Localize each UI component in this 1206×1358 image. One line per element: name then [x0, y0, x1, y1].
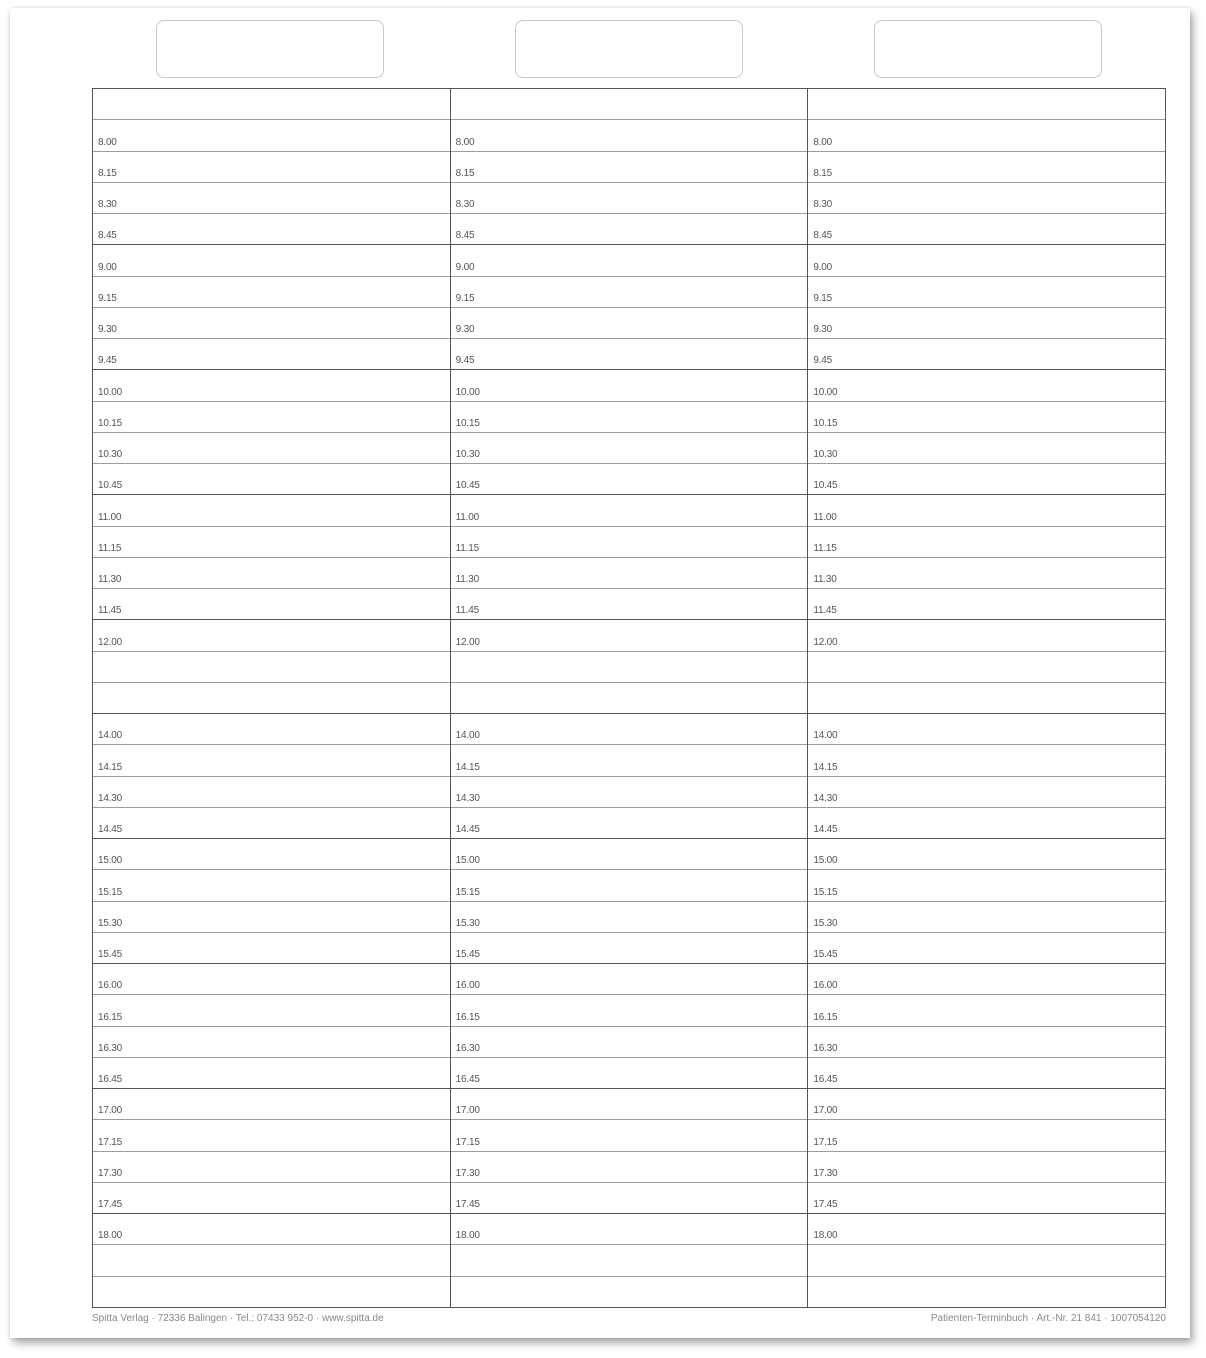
time-slot-row[interactable]: [808, 1120, 1165, 1151]
time-label: 15.00: [98, 855, 123, 867]
time-label: 16.45: [455, 1074, 480, 1085]
time-slot-row[interactable]: [93, 495, 450, 526]
time-slot-row[interactable]: [808, 433, 1165, 464]
time-label: 9.00: [455, 261, 475, 273]
time-slot-row[interactable]: [808, 777, 1165, 808]
time-slot-row[interactable]: [93, 214, 450, 245]
time-slot-row[interactable]: [93, 527, 450, 558]
time-slot-row[interactable]: [451, 1277, 808, 1307]
time-slot-row[interactable]: [451, 402, 808, 433]
time-label: 15.15: [813, 886, 838, 898]
time-label: 11.00: [98, 511, 122, 523]
time-label: 15.30: [813, 917, 838, 929]
time-label: 14.30: [813, 792, 838, 804]
time-slot-row[interactable]: [808, 495, 1165, 526]
time-label: 8.00: [813, 136, 833, 148]
time-label: 15.45: [98, 949, 123, 960]
time-slot-row[interactable]: [808, 1183, 1165, 1214]
time-label: 15.15: [455, 886, 480, 898]
time-slot-row[interactable]: [451, 839, 808, 870]
time-label: 10.15: [455, 417, 480, 429]
time-label: 11.45: [98, 605, 122, 617]
time-slot-row[interactable]: [808, 933, 1165, 964]
time-label: 8.15: [98, 167, 117, 179]
time-slot-row[interactable]: [451, 527, 808, 558]
time-label: 10.30: [813, 449, 838, 460]
time-label: 12.00: [813, 636, 838, 648]
time-label: 14.00: [98, 730, 123, 742]
time-label: 10.30: [98, 449, 123, 460]
time-label: 14.30: [98, 792, 123, 804]
time-label: 17.00: [813, 1105, 838, 1117]
time-label: 9.15: [813, 292, 833, 304]
time-slot-row[interactable]: [93, 152, 450, 183]
time-slot-row[interactable]: [451, 683, 808, 714]
time-slot-row[interactable]: [451, 464, 808, 495]
time-slot-row[interactable]: [808, 620, 1165, 651]
time-slot-row[interactable]: [808, 370, 1165, 401]
time-slot-row[interactable]: [93, 652, 450, 683]
time-label: 17.30: [455, 1167, 480, 1179]
time-label: 9.30: [813, 324, 833, 335]
time-label: 17.15: [98, 1136, 123, 1148]
schedule-grid: [92, 88, 1166, 1308]
time-label: 8.30: [455, 199, 475, 210]
time-slot-row[interactable]: [93, 589, 450, 620]
time-slot-row[interactable]: [93, 370, 450, 401]
time-slot-row[interactable]: [808, 402, 1165, 433]
appointment-sheet: [10, 8, 1190, 1338]
time-label: 15.30: [455, 917, 480, 929]
footer-article-info: Patienten-Terminbuch · Art.-Nr. 21 841 · 1007054120: [930, 1313, 1166, 1324]
time-slot-row[interactable]: [93, 1183, 450, 1214]
time-label: 8.15: [813, 167, 833, 179]
time-slot-row[interactable]: [451, 1214, 808, 1245]
time-label: 18.00: [813, 1230, 838, 1242]
time-label: 11.45: [455, 605, 479, 617]
time-slot-row[interactable]: [93, 339, 450, 370]
time-slot-row[interactable]: [451, 339, 808, 370]
time-label: 11.15: [455, 542, 479, 554]
time-slot-row[interactable]: [808, 1027, 1165, 1058]
time-slot-row[interactable]: [451, 1058, 808, 1089]
time-label: 8.30: [813, 199, 833, 210]
time-label: 14.45: [455, 824, 480, 835]
time-slot-row[interactable]: [808, 277, 1165, 308]
time-slot-row[interactable]: [451, 745, 808, 776]
time-slot-row[interactable]: [808, 1214, 1165, 1245]
schedule-column-1: [93, 89, 451, 1307]
time-label: 17.45: [813, 1199, 838, 1210]
time-label: 14.00: [455, 730, 480, 742]
time-label: 8.45: [98, 230, 117, 242]
time-label: 17.00: [455, 1105, 480, 1117]
time-slot-row[interactable]: [808, 839, 1165, 870]
time-slot-row[interactable]: [93, 683, 450, 714]
time-slot-row[interactable]: [93, 933, 450, 964]
time-slot-row[interactable]: [93, 1027, 450, 1058]
time-slot-row[interactable]: [451, 120, 808, 151]
time-label: 18.00: [98, 1230, 123, 1242]
time-label: 12.00: [98, 636, 123, 648]
time-slot-row[interactable]: [451, 1152, 808, 1183]
time-label: 16.30: [813, 1042, 838, 1054]
time-label: 15.00: [455, 855, 480, 867]
time-slot-row[interactable]: [451, 495, 808, 526]
time-slot-row[interactable]: [93, 839, 450, 870]
time-slot-row[interactable]: [451, 245, 808, 276]
time-slot-row[interactable]: [93, 1245, 450, 1276]
time-slot-row[interactable]: [93, 464, 450, 495]
time-slot-row[interactable]: [451, 870, 808, 901]
time-slot-row[interactable]: [451, 1245, 808, 1276]
time-slot-row[interactable]: [93, 870, 450, 901]
time-label: 17.45: [98, 1199, 123, 1210]
time-slot-row[interactable]: [451, 308, 808, 339]
schedule-column-3: [808, 89, 1165, 1307]
time-label: 8.00: [98, 136, 117, 148]
time-label: 17.15: [813, 1136, 838, 1148]
time-slot-row[interactable]: [93, 620, 450, 651]
time-slot-row[interactable]: [93, 277, 450, 308]
time-slot-row[interactable]: [451, 620, 808, 651]
time-label: 14.15: [813, 761, 838, 773]
time-label: 8.00: [455, 136, 475, 148]
time-slot-row[interactable]: [93, 1089, 450, 1120]
time-slot-row[interactable]: [808, 214, 1165, 245]
time-slot-row[interactable]: [93, 808, 450, 839]
time-slot-row[interactable]: [451, 1183, 808, 1214]
time-slot-row[interactable]: [808, 870, 1165, 901]
time-slot-row[interactable]: [808, 339, 1165, 370]
time-slot-row[interactable]: [451, 964, 808, 995]
time-slot-row[interactable]: [451, 433, 808, 464]
time-slot-row[interactable]: [93, 89, 450, 120]
column-header-box-1[interactable]: [156, 20, 384, 78]
time-label: 9.00: [98, 261, 117, 273]
time-label: 10.45: [455, 480, 480, 492]
time-label: 10.15: [813, 417, 838, 429]
time-slot-row[interactable]: [808, 714, 1165, 745]
time-label: 16.30: [98, 1042, 123, 1054]
time-label: 15.45: [813, 949, 838, 960]
time-label: 8.30: [98, 199, 117, 210]
time-slot-row[interactable]: [808, 308, 1165, 339]
time-label: 15.15: [98, 886, 123, 898]
time-slot-row[interactable]: [451, 1089, 808, 1120]
time-label: 17.45: [455, 1199, 480, 1210]
time-slot-row[interactable]: [451, 1027, 808, 1058]
time-slot-row[interactable]: [808, 745, 1165, 776]
time-slot-row[interactable]: [451, 89, 808, 120]
time-label: 17.30: [813, 1167, 838, 1179]
time-label: 9.30: [98, 324, 117, 335]
time-slot-row[interactable]: [451, 652, 808, 683]
time-slot-row[interactable]: [451, 777, 808, 808]
time-label: 8.15: [455, 167, 475, 179]
time-slot-row[interactable]: [808, 683, 1165, 714]
time-slot-row[interactable]: [451, 214, 808, 245]
time-slot-row[interactable]: [808, 1245, 1165, 1276]
time-label: 9.45: [98, 355, 117, 367]
time-label: 10.00: [455, 386, 480, 398]
time-label: 10.00: [98, 386, 123, 398]
time-slot-row[interactable]: [93, 433, 450, 464]
time-label: 16.00: [813, 980, 838, 992]
time-label: 9.00: [813, 261, 833, 273]
time-slot-row[interactable]: [451, 589, 808, 620]
time-slot-row[interactable]: [451, 902, 808, 933]
column-header-box-2[interactable]: [515, 20, 743, 78]
time-slot-row[interactable]: [808, 1152, 1165, 1183]
time-label: 9.45: [455, 355, 475, 367]
time-slot-row[interactable]: [808, 527, 1165, 558]
time-slot-row[interactable]: [451, 808, 808, 839]
time-slot-row[interactable]: [93, 245, 450, 276]
time-slot-row[interactable]: [93, 183, 450, 214]
time-label: 14.45: [813, 824, 838, 835]
column-header-box-3[interactable]: [874, 20, 1102, 78]
time-slot-row[interactable]: [93, 402, 450, 433]
time-slot-row[interactable]: [808, 995, 1165, 1026]
time-label: 10.45: [813, 480, 838, 492]
time-slot-row[interactable]: [808, 652, 1165, 683]
time-slot-row[interactable]: [808, 89, 1165, 120]
time-slot-row[interactable]: [808, 589, 1165, 620]
time-slot-row[interactable]: [93, 1152, 450, 1183]
time-label: 8.45: [455, 230, 475, 242]
time-slot-row[interactable]: [808, 1058, 1165, 1089]
time-label: 9.30: [455, 324, 475, 335]
time-slot-row[interactable]: [451, 558, 808, 589]
time-label: 16.45: [98, 1074, 123, 1085]
time-label: 9.45: [813, 355, 833, 367]
time-label: 16.15: [98, 1011, 123, 1023]
time-label: 17.15: [455, 1136, 480, 1148]
time-label: 16.45: [813, 1074, 838, 1085]
time-label: 10.30: [455, 449, 480, 460]
time-slot-row[interactable]: [808, 1277, 1165, 1307]
time-slot-row[interactable]: [451, 995, 808, 1026]
time-slot-row[interactable]: [93, 120, 450, 151]
time-label: 16.15: [455, 1011, 480, 1023]
time-label: 14.15: [455, 761, 480, 773]
time-label: 10.15: [98, 417, 123, 429]
time-slot-row[interactable]: [451, 183, 808, 214]
time-slot-row[interactable]: [93, 1277, 450, 1307]
time-slot-row[interactable]: [808, 1089, 1165, 1120]
time-slot-row[interactable]: [808, 902, 1165, 933]
time-slot-row[interactable]: [93, 1120, 450, 1151]
schedule-column-2: [451, 89, 809, 1307]
time-slot-row[interactable]: [93, 714, 450, 745]
time-slot-row[interactable]: [93, 1214, 450, 1245]
time-label: 17.30: [98, 1167, 123, 1179]
time-label: 11.45: [813, 605, 837, 617]
time-slot-row[interactable]: [808, 558, 1165, 589]
time-label: 16.30: [455, 1042, 480, 1054]
time-slot-row[interactable]: [93, 745, 450, 776]
time-label: 9.15: [98, 292, 117, 304]
time-label: 8.45: [813, 230, 833, 242]
time-slot-row[interactable]: [808, 464, 1165, 495]
time-label: 11.00: [455, 511, 479, 523]
time-label: 10.00: [813, 386, 838, 398]
time-label: 14.30: [455, 792, 480, 804]
time-label: 11.30: [98, 574, 122, 585]
time-label: 11.30: [813, 574, 837, 585]
time-label: 11.15: [813, 542, 837, 554]
time-label: 11.00: [813, 511, 837, 523]
time-label: 12.00: [455, 636, 480, 648]
time-slot-row[interactable]: [451, 277, 808, 308]
time-label: 11.30: [455, 574, 479, 585]
time-slot-row[interactable]: [808, 964, 1165, 995]
time-label: 16.15: [813, 1011, 838, 1023]
time-slot-row[interactable]: [808, 245, 1165, 276]
time-slot-row[interactable]: [451, 714, 808, 745]
time-slot-row[interactable]: [93, 964, 450, 995]
time-slot-row[interactable]: [93, 558, 450, 589]
time-slot-row[interactable]: [93, 308, 450, 339]
time-slot-row[interactable]: [93, 777, 450, 808]
time-slot-row[interactable]: [93, 902, 450, 933]
time-slot-row[interactable]: [808, 120, 1165, 151]
time-label: 18.00: [455, 1230, 480, 1242]
time-label: 17.00: [98, 1105, 123, 1117]
footer-publisher: Spitta Verlag · 72336 Balingen · Tel.: 07433 952-0 · www.spitta.de: [92, 1313, 384, 1324]
time-slot-row[interactable]: [808, 183, 1165, 214]
time-label: 9.15: [455, 292, 475, 304]
time-slot-row[interactable]: [93, 1058, 450, 1089]
time-label: 16.00: [98, 980, 123, 992]
time-label: 14.45: [98, 824, 123, 835]
time-label: 15.00: [813, 855, 838, 867]
time-label: 15.45: [455, 949, 480, 960]
time-label: 10.45: [98, 480, 123, 492]
time-label: 16.00: [455, 980, 480, 992]
time-slot-row[interactable]: [451, 1120, 808, 1151]
time-slot-row[interactable]: [451, 933, 808, 964]
time-slot-row[interactable]: [451, 152, 808, 183]
time-slot-row[interactable]: [808, 808, 1165, 839]
time-label: 14.15: [98, 761, 123, 773]
time-slot-row[interactable]: [808, 152, 1165, 183]
time-label: 11.15: [98, 542, 122, 554]
time-slot-row[interactable]: [93, 995, 450, 1026]
time-label: 15.30: [98, 917, 123, 929]
time-label: 14.00: [813, 730, 838, 742]
time-slot-row[interactable]: [451, 370, 808, 401]
